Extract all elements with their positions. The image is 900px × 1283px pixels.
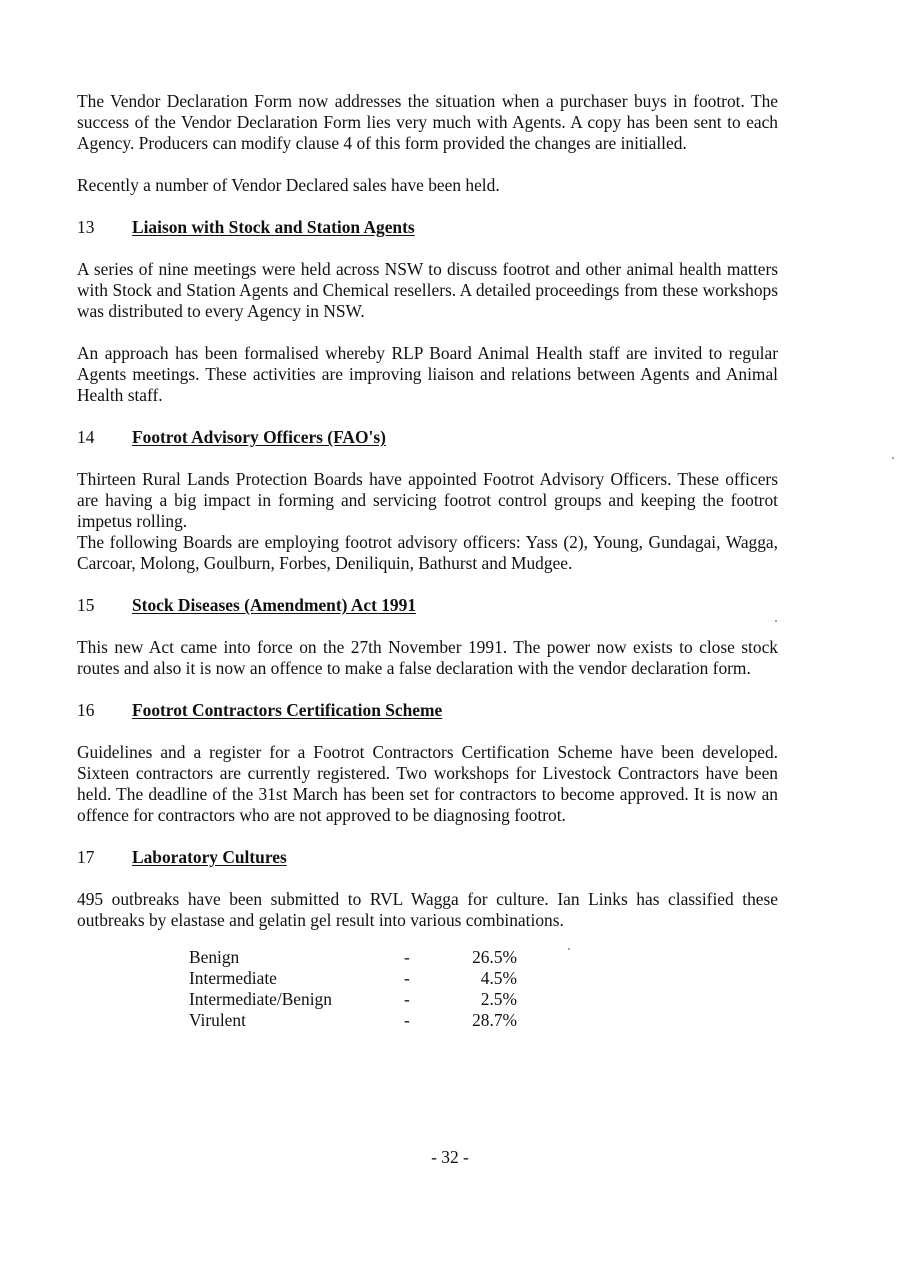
intro-paragraph-2: Recently a number of Vendor Declared sales have been held. (77, 175, 500, 195)
result-dash: - (404, 968, 410, 988)
result-dash: - (404, 1010, 410, 1030)
table-row (189, 989, 778, 1010)
result-category: Virulent (189, 1010, 246, 1030)
section-heading-14 (77, 427, 778, 448)
section-title: Laboratory Cultures (132, 847, 287, 867)
scan-speck (892, 457, 894, 459)
result-value: 28.7% (472, 1010, 517, 1030)
section-number: 13 (77, 217, 95, 237)
section-number: 15 (77, 595, 95, 615)
result-dash: - (404, 989, 410, 1009)
section-17-paragraph-1: 495 outbreaks have been submitted to RVL Wagga for culture. Ian Links has classified these outbreaks by elastase and gelatin gel result into various combinations. (77, 889, 778, 930)
section-13-paragraph-1: A series of nine meetings were held across NSW to discuss footrot and other animal health matters with Stock and Station Agents and Chemical resellers. A detailed proceedings from these workshops was distributed to every Agency in NSW. (77, 259, 778, 321)
result-category: Benign (189, 947, 240, 967)
section-15-paragraph-1: This new Act came into force on the 27th November 1991. The power now exists to close stock routes and also it is now an offence to make a false declaration with the vendor declaration form. (77, 637, 778, 678)
result-category: Intermediate (189, 968, 277, 988)
section-title: Stock Diseases (Amendment) Act 1991 (132, 595, 417, 615)
result-value: 2.5% (480, 989, 517, 1009)
section-heading-15 (77, 595, 778, 616)
section-title: Footrot Contractors Certification Scheme (132, 700, 443, 720)
result-value: 4.5% (480, 968, 517, 988)
section-heading-13 (77, 217, 778, 238)
scan-speck (568, 948, 570, 950)
scan-speck (775, 620, 777, 622)
intro-paragraph-1: The Vendor Declaration Form now addresses the situation when a purchaser buys in footrot. The success of the Vendor Declaration Form lies very much with Agents. A copy has been sent to each Agency. Producers can modify clause 4 of this form provided the changes are initialled. (77, 91, 778, 153)
section-13-paragraph-2: An approach has been formalised whereby RLP Board Animal Health staff are invited to regular Agents meetings. These activities are improving liaison and relations between Agents and Animal Health staff. (77, 343, 778, 405)
page-number: - 32 - (431, 1147, 469, 1167)
document-page (77, 91, 778, 1031)
section-title: Footrot Advisory Officers (FAO's) (132, 427, 386, 447)
table-row (189, 947, 778, 968)
table-row (189, 1010, 778, 1031)
section-14-paragraph-1: Thirteen Rural Lands Protection Boards have appointed Footrot Advisory Officers. These officers are having a big impact in forming and servicing footrot control groups and keeping the footrot impetus rolling. (77, 469, 778, 531)
section-heading-16 (77, 700, 778, 721)
section-heading-17 (77, 847, 778, 868)
section-number: 17 (77, 847, 95, 867)
section-14-paragraph-2: The following Boards are employing footrot advisory officers: Yass (2), Young, Gundagai, Wagga, Carcoar, Molong, Goulburn, Forbes, Deniliquin, Bathurst and Mudgee. (77, 532, 778, 573)
result-dash: - (404, 947, 410, 967)
result-category: Intermediate/Benign (189, 989, 332, 1009)
table-row (189, 968, 778, 989)
section-number: 16 (77, 700, 95, 720)
culture-results-table (189, 947, 778, 1031)
section-number: 14 (77, 427, 95, 447)
result-value: 26.5% (472, 947, 517, 967)
section-title: Liaison with Stock and Station Agents (132, 217, 415, 237)
section-16-paragraph-1: Guidelines and a register for a Footrot Contractors Certification Scheme have been developed. Sixteen contractors are currently registered. Two workshops for Livestock Contractors have been held. The deadline of the 31st March has been set for contractors to become approved. It is now an offence for contractors who are not approved to be diagnosing footrot. (77, 742, 778, 825)
